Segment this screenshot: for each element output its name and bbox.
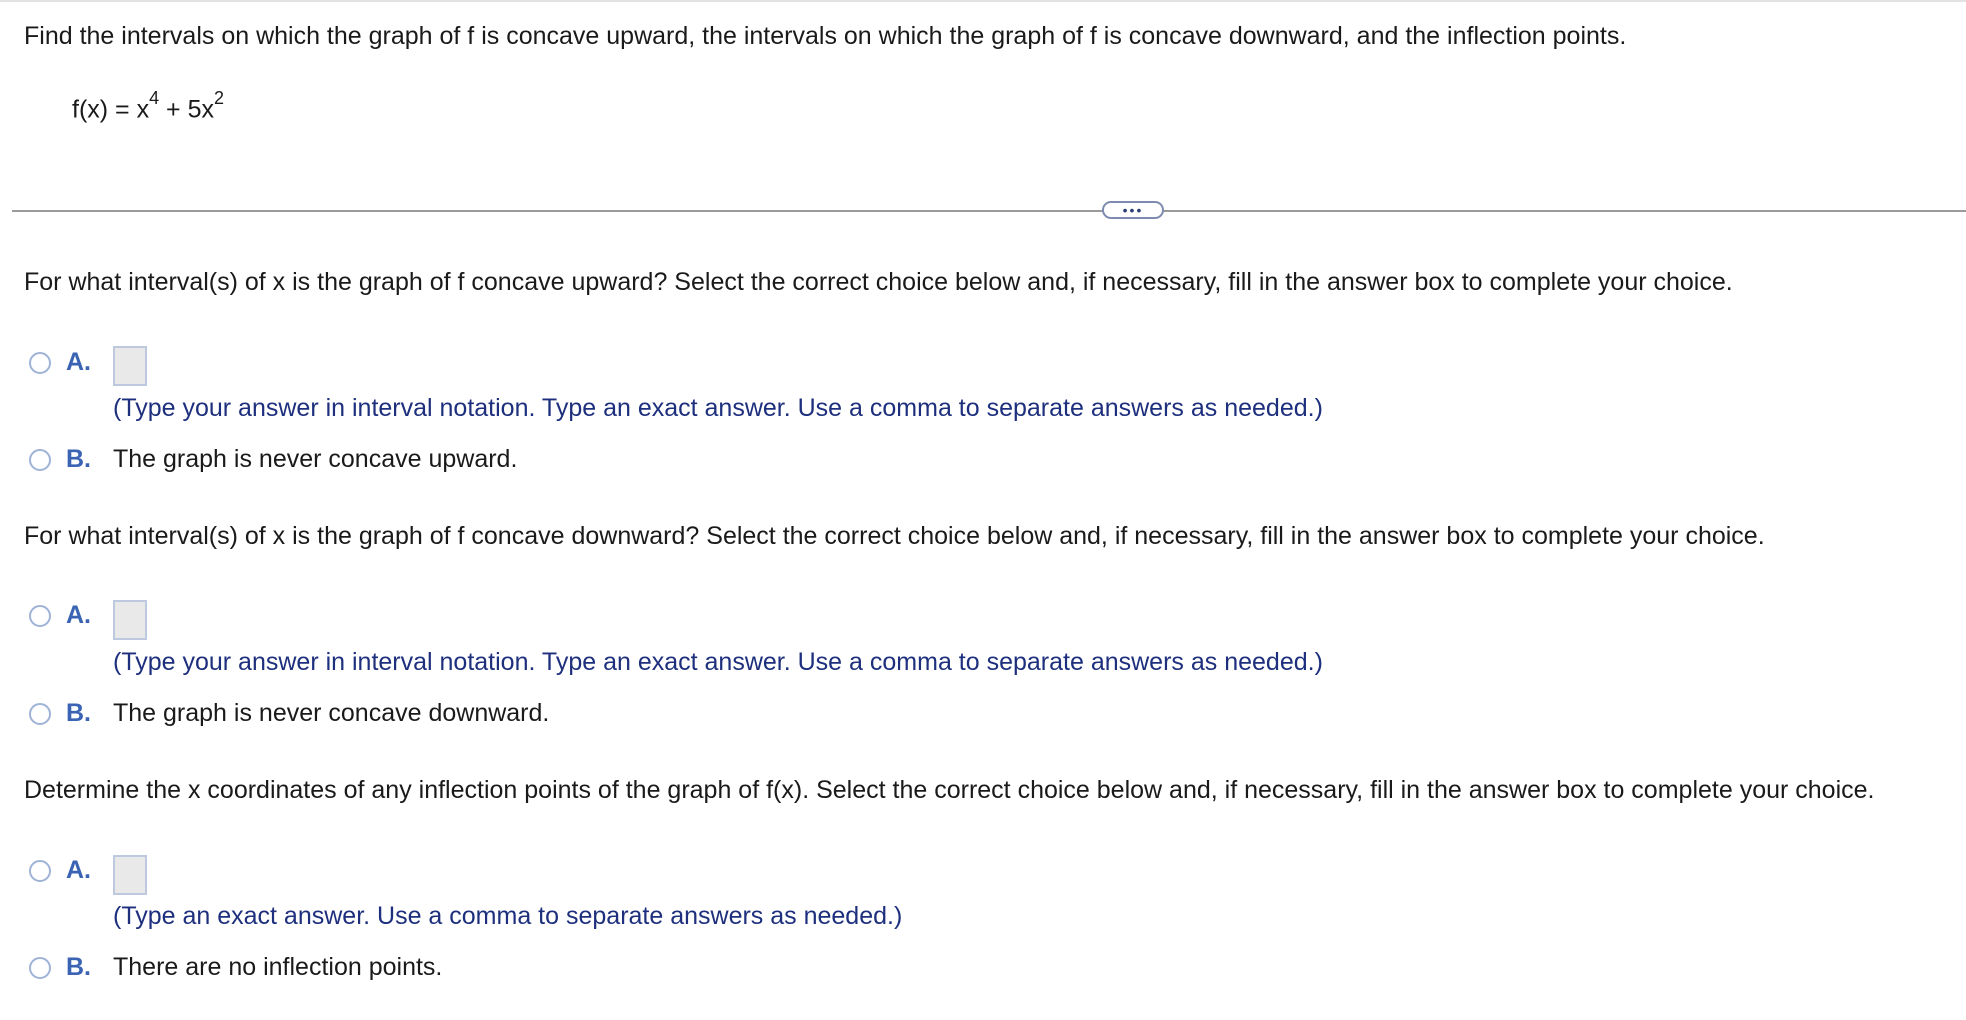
section-divider: [12, 210, 1966, 212]
answer-hint: (Type your answer in interval notation. Type an exact answer. Use a comma to separate answers as needed.): [113, 394, 1323, 422]
formula-exponent-2: 2: [214, 88, 225, 108]
ellipsis-icon: •••: [1122, 202, 1144, 218]
problem-prompt: Find the intervals on which the graph of f is concave upward, the intervals on which the graph of f is concave downward, and the inflection points.: [24, 22, 1627, 50]
answer-box-concave-down[interactable]: [113, 600, 147, 640]
choice-letter-b: B.: [66, 445, 91, 473]
choice-letter-a: A.: [66, 601, 91, 629]
top-border: [0, 0, 1966, 2]
radio-concave-down-a[interactable]: [29, 605, 51, 627]
more-options-button[interactable]: [1102, 201, 1164, 219]
function-formula: [72, 88, 225, 124]
radio-concave-down-b[interactable]: [29, 703, 51, 725]
choice-letter-b: B.: [66, 953, 91, 981]
question-concave-up: For what interval(s) of x is the graph of f concave upward? Select the correct choice below and, if necessary, fill in the answer box to complete your choice.: [24, 268, 1733, 296]
answer-box-inflection-points[interactable]: [113, 855, 147, 895]
choice-text-never-concave-up: The graph is never concave upward.: [113, 445, 518, 473]
question-concave-down: For what interval(s) of x is the graph of f concave downward? Select the correct choice below and, if necessary, fill in the answer box to complete your choice.: [24, 522, 1765, 550]
formula-base: f(x) = x: [72, 95, 150, 124]
answer-box-concave-up[interactable]: [113, 346, 147, 386]
radio-concave-up-a[interactable]: [29, 352, 51, 374]
radio-inflection-a[interactable]: [29, 860, 51, 882]
radio-inflection-b[interactable]: [29, 957, 51, 979]
choice-text-never-concave-down: The graph is never concave downward.: [113, 699, 550, 727]
formula-exponent-4: 4: [149, 88, 160, 108]
answer-hint: (Type your answer in interval notation. Type an exact answer. Use a comma to separate answers as needed.): [113, 648, 1323, 676]
formula-middle: + 5x: [159, 95, 215, 124]
radio-concave-up-b[interactable]: [29, 449, 51, 471]
question-inflection-points: Determine the x coordinates of any inflection points of the graph of f(x). Select the correct choice below and, if necessary, fill in the answer box to complete your choice.: [24, 776, 1875, 804]
choice-text-no-inflection-points: There are no inflection points.: [113, 953, 443, 981]
answer-hint: (Type an exact answer. Use a comma to separate answers as needed.): [113, 902, 903, 930]
choice-letter-b: B.: [66, 699, 91, 727]
choice-letter-a: A.: [66, 856, 91, 884]
choice-letter-a: A.: [66, 348, 91, 376]
